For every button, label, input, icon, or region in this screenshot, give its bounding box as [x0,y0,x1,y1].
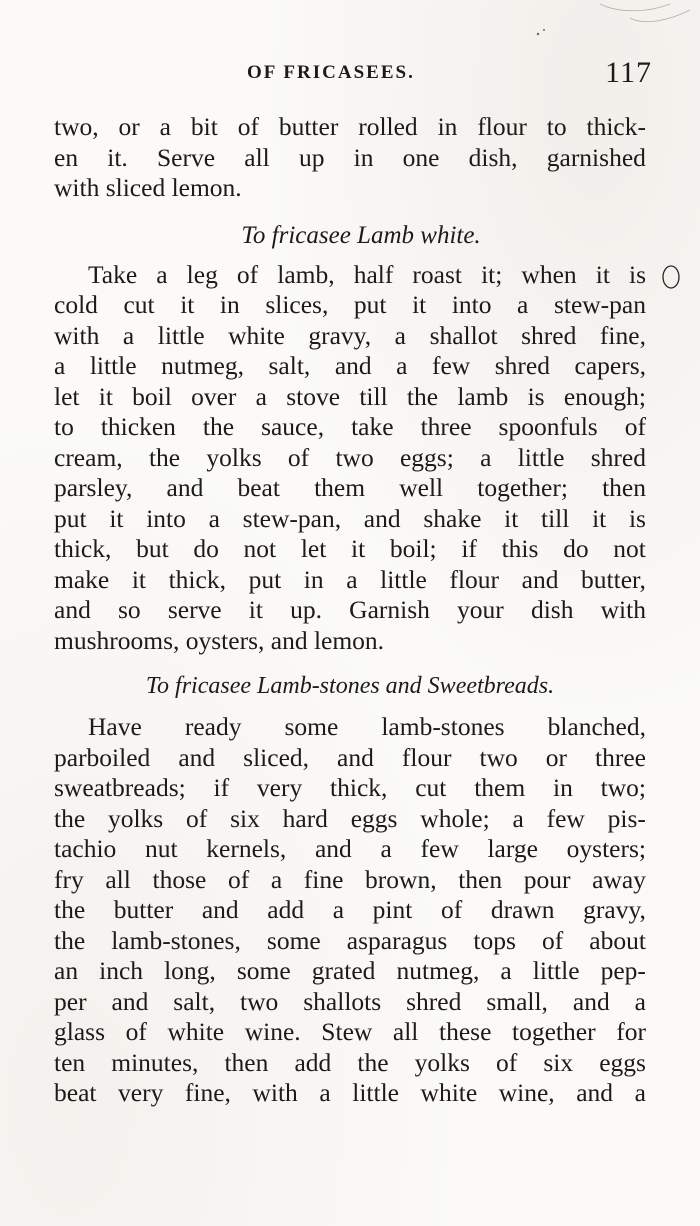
text-line: Take a leg of lamb, half roast it; when it is [88,259,646,289]
running-head [52,58,652,98]
text-line: the butter and add a pint of drawn gravy, [54,895,646,924]
text-line: thick, but do not let it boil; if this do not [54,534,646,563]
text-line: to thicken the sauce, take three spoonfuls of [54,412,646,441]
section-heading-lamb-white: To fricasee Lamb white. [241,221,481,249]
text-line: ten minutes, then add the yolks of six eggs [54,1047,646,1077]
section-heading-lamb-stones: To fricasee Lamb-stones and Sweetbreads. [145,673,555,699]
text-line: parboiled and sliced, and flour two or three [54,742,646,772]
text-line: beat very fine, with a little white wine, and a [54,1078,646,1107]
text-line: sweatbreads; if very thick, cut them in two; [54,773,646,802]
text-line: the lamb-stones, some asparagus tops of about [54,925,646,955]
text-line: and so serve it up. Garnish your dish with [54,595,646,624]
page-number: 117 [605,56,652,89]
text-line: en it. Serve all up in one dish, garnished [54,142,646,172]
text-line: tachio nut kernels, and a few large oysters; [54,834,646,863]
text-line: mushrooms, oysters, and lemon. [54,625,385,655]
text-line: with a little white gravy, a shallot shred fine, [54,320,646,350]
text-line: with sliced lemon. [54,173,242,202]
recipe-text [54,112,646,1109]
text-line: make it thick, put in a little flour and butter, [54,564,646,594]
text-line: Have ready some lamb-stones blanched, [88,712,646,741]
text-line: cold cut it in slices, put it into a stew-pan [54,290,646,319]
text-line: a little nutmeg, salt, and a few shred capers, [54,351,646,380]
text-line: parsley, and beat them well together; then [54,473,646,502]
text-line: an inch long, some grated nutmeg, a little pep- [54,956,646,985]
text-line: the yolks of six hard eggs whole; a few pis- [54,803,646,833]
text-line: two, or a bit of butter rolled in flour to thick- [54,112,646,141]
running-title: OF FRICASEES. [247,62,415,83]
margin-circle-mark [660,262,682,292]
text-line: fry all those of a fine brown, then pour away [54,864,646,894]
corner-scratch-mark [520,0,700,40]
text-line: per and salt, two shallots shred small, and a [54,986,646,1016]
text-line: put it into a stew-pan, and shake it till it is [54,503,646,533]
text-line: let it boil over a stove till the lamb is enough; [54,381,646,411]
text-line: cream, the yolks of two eggs; a little shred [54,442,646,472]
text-line: glass of white wine. Stew all these together for [54,1017,646,1046]
